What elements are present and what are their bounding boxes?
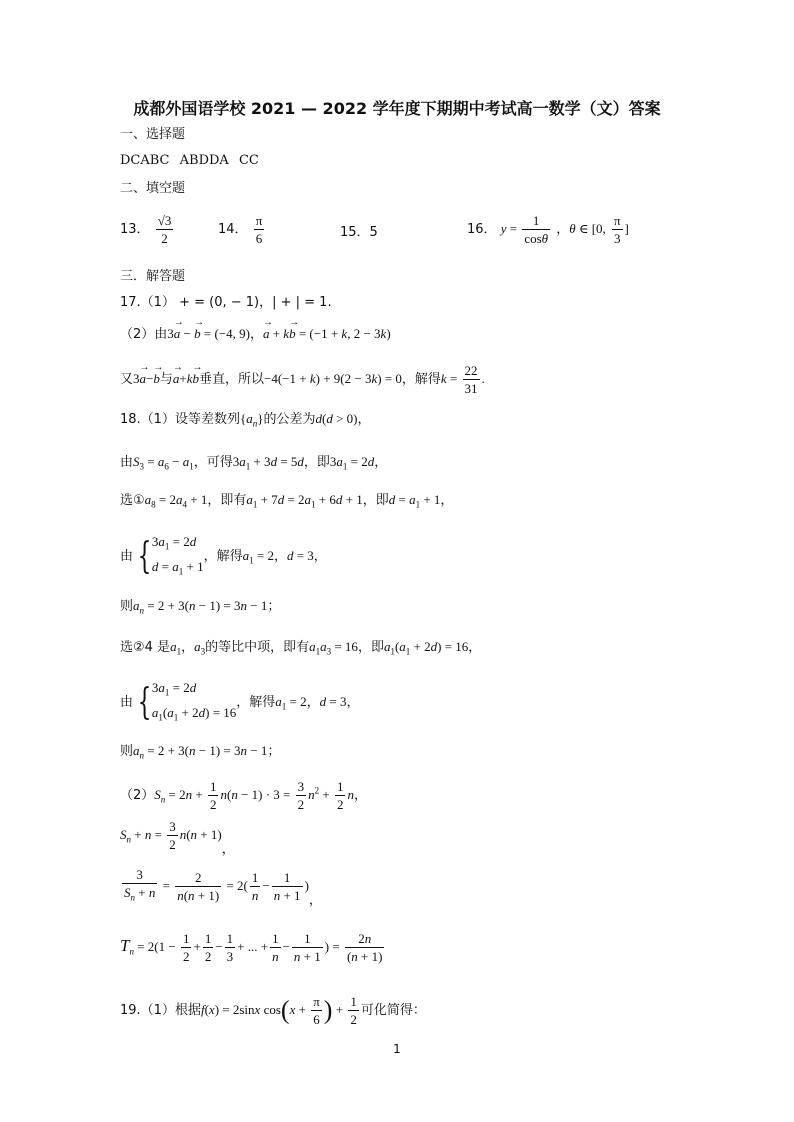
problem-17-part2-perpendicular: 又3→ a−→ b与→ a+k→ b垂直，所以−4(−1 + k) + 9(2 − 3k) = 0，解得k = $\frac{22}{31}$ . <box>120 362 485 397</box>
fraction-1-over-cos: $\frac{1}{\cos\theta}$ <box>524 213 549 246</box>
problem-18-setup: 18.（1）设等差数列$\{a_n\}$的公差为d(d > 0)， <box>120 411 371 429</box>
problem-18-part2-reciprocal: $\frac{3}{S_n + n}$ = $\frac{2}{n(n + 1)}$ = 2( $\frac{1}{n}$ − $\frac{1}{n + 1}$ )， <box>124 867 322 907</box>
fraction-22-over-31: $\frac{22}{31}$ <box>464 363 478 396</box>
question-number-13: 13． <box>120 222 150 237</box>
problem-18-result2: 则$a_n = 2 + 3(n - 1) = 3n - 1$； <box>120 743 281 761</box>
section-heading-solve: 三．解答题 <box>120 269 186 284</box>
problem-18-option1: 选$①a_8 = 2a_4 + 1$，即有$a_1 + 7d = 2a_1 + 6d + 1$，即$d = a_1 + 1$， <box>120 492 454 510</box>
problem-18-system2: 由 { $3a_1 = 2d$ $a_1(a_1 + 2d) = 16$ ，解得$a_1 = 2$，d = 3， <box>120 680 360 723</box>
page-number: 1 <box>393 1042 401 1056</box>
problem-19-part1: 19.（1）根据f(x) = 2sinx cos(x + $\frac{\pi}{6}$ ) + $\frac{1}{2}$ 可化简得： <box>120 994 426 1027</box>
problem-18-part2-snplusn: $S_n + n$ = $\frac{3}{2}$ n(n + 1)， <box>120 819 235 856</box>
fill-answer-15: 15．5 <box>340 225 378 240</box>
fraction-pi-over-6: $\frac{\pi}{6}$ <box>255 213 263 246</box>
section-heading-choice: 一、选择题 <box>120 127 186 142</box>
problem-18-option2: 选②4 是$a_1$，$a_3$的等比中项，即有$a_1a_3 = 16$，即$a_1(a_1 + 2d) = 16$， <box>120 639 482 657</box>
problem-18-part2-sum: $(2)S_n = 2n$ + $\frac{1}{2}$ n(n − 1) · 3 = $\frac{3}{2}$ $n^2$ + $\frac{1}{2}$ n， <box>120 779 367 812</box>
problem-18-result1: 则$a_n = 2 + 3(n - 1) = 3n - 1$； <box>120 598 281 616</box>
question-number-14: 14． <box>218 222 248 237</box>
fill-answer-14 <box>218 212 266 247</box>
question-number-16: 16． <box>467 222 497 237</box>
section-heading-fill: 二、填空题 <box>120 181 186 196</box>
fill-answer-13 <box>120 212 175 247</box>
fraction-pi-over-3: $\frac{\pi}{3}$ <box>613 213 621 246</box>
problem-18-part2-Tn: $T_n = 2(1$ − $\frac{1}{2}$ + $\frac{1}{2}$ − $\frac{1}{3}$ + ... + $\frac{1}{n}$ − $\frac{1}{n + 1}$ ) = $\frac{2n}{(n + 1)}$ <box>120 931 383 964</box>
fill-answer-16: 16． y = $\frac{1}{\cos\theta}$ ，θ ∈ [0, $\frac{\pi}{3}$ ] <box>467 213 629 246</box>
problem-17-part1: 17.（1） + = (0, − 1)，| + | = 1. <box>120 295 332 310</box>
problem-18-system1: 由 { $3a_1 = 2d$ $d = a_1 + 1$ ，解得$a_1 = 2$，d = 3， <box>120 534 327 577</box>
problem-18-condition: 由$S_3 = a_6 - a_1$，可得$3a_1 + 3d = 5d$，即$3a_1 = 2d$， <box>120 454 388 472</box>
document-title: 成都外国语学校 2021 — 2022 学年度下期期中考试高一数学（文）答案 <box>133 99 661 118</box>
choice-answers: DCABC ABDDA CC <box>120 153 259 168</box>
fraction-sqrt3-over-2: $\frac{√3}{2}$ <box>157 213 172 246</box>
problem-17-part2: （2）由3→ a − → b = (−4, 9)，→ a + k→ b = (−1 + k, 2 − 3k) <box>120 325 391 344</box>
